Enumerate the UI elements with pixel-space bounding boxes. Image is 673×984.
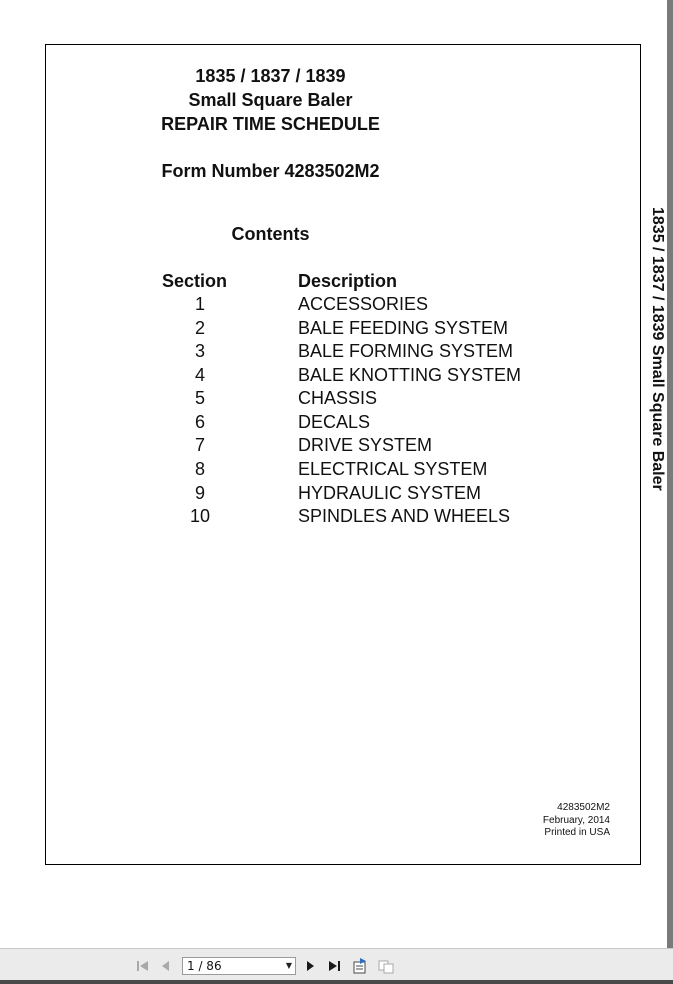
toc-row bbox=[0, 483, 600, 506]
toc-section-number: 3 bbox=[194, 341, 205, 361]
toc-row bbox=[0, 412, 600, 435]
toc-section-description: BALE FORMING SYSTEM bbox=[298, 341, 514, 361]
toc-row bbox=[0, 294, 600, 317]
imprint-form-number: 4283502M2 bbox=[557, 802, 610, 813]
toc-section-description: BALE FEEDING SYSTEM bbox=[298, 318, 509, 338]
page-number-value: 1 / 86 bbox=[187, 959, 222, 973]
toc-row bbox=[0, 341, 600, 364]
toc-section-description: ELECTRICAL SYSTEM bbox=[298, 459, 488, 479]
spine-title: 1835 / 1837 / 1839 Small Square Baler bbox=[649, 207, 666, 491]
toc-section-number: 5 bbox=[194, 388, 205, 408]
first-page-icon[interactable] bbox=[135, 958, 151, 974]
title-document-type: REPAIR TIME SCHEDULE bbox=[161, 114, 380, 134]
contents-heading: Contents bbox=[231, 224, 310, 244]
toc-row bbox=[0, 318, 600, 341]
toc-header-section: Section bbox=[162, 271, 228, 291]
previous-page-icon[interactable] bbox=[158, 958, 174, 974]
toc-section-number: 9 bbox=[194, 483, 205, 503]
toc-row bbox=[0, 506, 600, 529]
toc-row bbox=[0, 435, 600, 458]
toc-section-description: CHASSIS bbox=[298, 388, 378, 408]
toc-section-number: 4 bbox=[194, 365, 205, 385]
viewport-right-edge bbox=[667, 0, 673, 948]
page-number-select[interactable] bbox=[182, 957, 296, 975]
toc-section-number: 10 bbox=[189, 506, 211, 526]
toc-section-description: ACCESSORIES bbox=[298, 294, 429, 314]
toc-section-description: DECALS bbox=[298, 412, 371, 432]
bookmarks-icon[interactable] bbox=[352, 958, 368, 974]
title-model-numbers: 1835 / 1837 / 1839 bbox=[195, 66, 346, 86]
window-bottom-edge bbox=[0, 980, 673, 984]
toc-row bbox=[0, 459, 600, 482]
toc-section-description: BALE KNOTTING SYSTEM bbox=[298, 365, 522, 385]
toc-section-description: DRIVE SYSTEM bbox=[298, 435, 433, 455]
toc-section-description: SPINDLES AND WHEELS bbox=[298, 506, 511, 526]
chevron-down-icon[interactable]: ▼ bbox=[285, 961, 292, 970]
last-page-icon[interactable] bbox=[326, 958, 342, 974]
form-number: Form Number 4283502M2 bbox=[161, 161, 380, 181]
toc-row bbox=[0, 365, 600, 388]
thumbnails-icon[interactable] bbox=[378, 958, 394, 974]
toc-header-description: Description bbox=[298, 271, 398, 291]
imprint-country: Printed in USA bbox=[544, 827, 610, 838]
toc-section-description: HYDRAULIC SYSTEM bbox=[298, 483, 482, 503]
title-product-name: Small Square Baler bbox=[188, 90, 353, 110]
toc-section-number: 7 bbox=[194, 435, 205, 455]
toc-row bbox=[0, 388, 600, 411]
pdf-navigation-toolbar bbox=[0, 948, 673, 984]
toc-section-number: 6 bbox=[194, 412, 205, 432]
toc-section-number: 2 bbox=[194, 318, 205, 338]
imprint-date: February, 2014 bbox=[542, 815, 610, 826]
toc-section-number: 1 bbox=[194, 294, 205, 314]
next-page-icon[interactable] bbox=[302, 958, 318, 974]
toc-section-number: 8 bbox=[194, 459, 205, 479]
